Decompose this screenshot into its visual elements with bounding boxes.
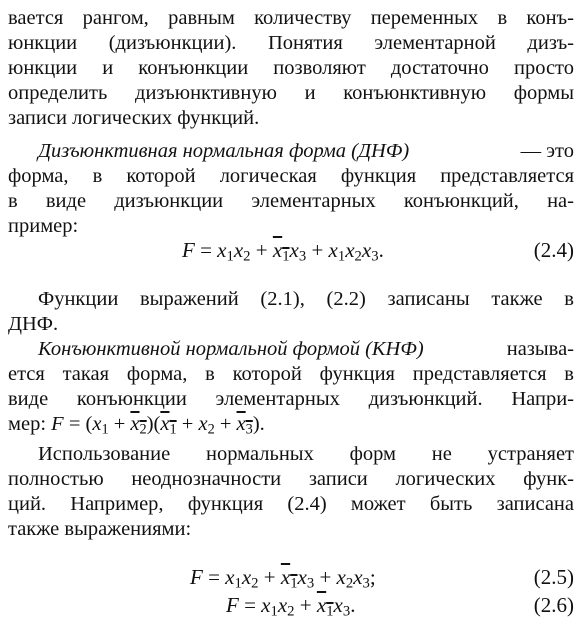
text-line: юнкции и конъюнкции позволяют достаточно просто bbox=[8, 57, 574, 79]
dnf-term: Дизъюнктивная нормальная форма (ДНФ) bbox=[38, 140, 410, 162]
text-line: виде конъюнкции элементарных дизъюнкций. Напри- bbox=[8, 388, 574, 410]
equation-2-4: $F = x_1x_2 + x_1x_3 + x_1x_2x_3$. bbox=[182, 238, 384, 265]
text-line: вается рангом, равным количеству переменных в конъ- bbox=[8, 7, 574, 29]
equation-2-6: $F = x_1x_2 + x_1x_3$. bbox=[226, 593, 356, 620]
knf-example-formula: $F = (x_1 + x_2)(x_1 + x_2 + x_3)$. bbox=[51, 413, 265, 438]
text-line: определить дизъюнктивную и конъюнктивную формы bbox=[8, 82, 574, 104]
text-line: форма, в которой логическая функция представляется bbox=[8, 165, 574, 187]
knf-definition-line bbox=[38, 337, 574, 361]
text-fragment: называ- bbox=[506, 338, 574, 360]
knf-term: Конъюнктивной нормальной формой (КНФ) bbox=[38, 338, 424, 360]
equation-number: (2.4) bbox=[533, 238, 574, 262]
text-line: Использование нормальных форм не устраняет bbox=[38, 443, 574, 465]
text-line: ций. Например, функция (2.4) может быть записана bbox=[8, 493, 574, 515]
text-line: в виде дизъюнкции элементарных конъюнкций, на- bbox=[8, 190, 574, 212]
text-line: ется такая форма, в которой функция представляется в bbox=[8, 363, 574, 385]
text-fragment: — это bbox=[520, 140, 574, 162]
text-line: также выражениями: bbox=[8, 518, 192, 540]
text-line: Функции выражений (2.1), (2.2) записаны также в bbox=[38, 288, 574, 310]
equation-number: (2.5) bbox=[533, 565, 574, 589]
text-line: юнкции (дизъюнкции). Понятия элементарной дизъ- bbox=[8, 32, 574, 54]
text-line: записи логических функций. bbox=[8, 107, 260, 129]
text-fragment: мер: bbox=[8, 413, 52, 435]
equation-2-5: $F = x_1x_2 + x_1x_3 + x_2x_3$; bbox=[190, 565, 376, 592]
text-line: пример: bbox=[8, 215, 79, 237]
dnf-definition-line bbox=[38, 139, 574, 163]
text-line: ДНФ. bbox=[8, 313, 59, 335]
knf-example-line bbox=[8, 412, 574, 436]
equation-number: (2.6) bbox=[533, 593, 574, 617]
text-line: полностью неоднозначности записи логических функ- bbox=[8, 468, 574, 490]
